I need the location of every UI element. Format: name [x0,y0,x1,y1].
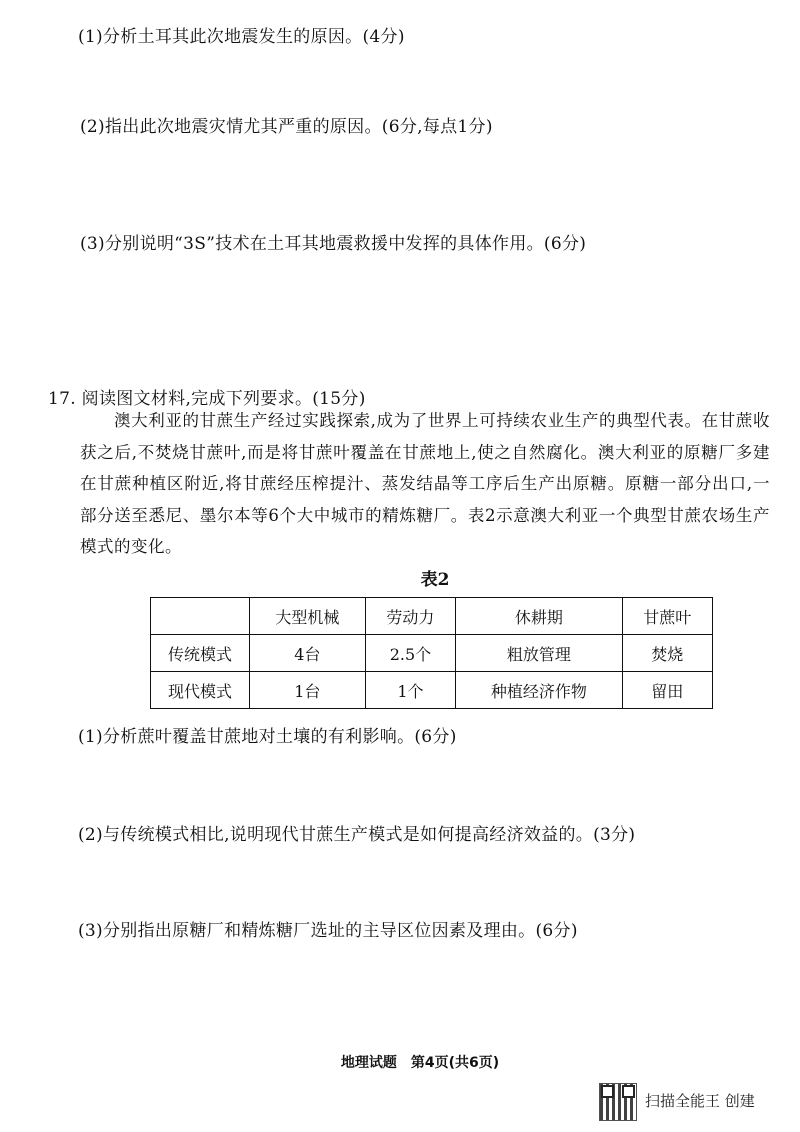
table-row [151,672,713,709]
table-cell: 4台 [250,635,366,672]
table-header-cell: 大型机械 [250,598,366,635]
table-header-cell: 甘蔗叶 [622,598,712,635]
page-footer: 地理试题 第4页(共6页) [340,1055,500,1071]
scanner-watermark: 扫描全能王 创建 [645,1092,755,1110]
question-17-material: 澳大利亚的甘蔗生产经过实践探索,成为了世界上可持续农业生产的典型代表。在甘蔗收获之后,不焚烧甘蔗叶,而是将甘蔗叶覆盖在甘蔗地上,使之自然腐化。澳大利亚的原糖厂多建在甘蔗种植区附近,将甘蔗经压榨提汁、蒸发结晶等工序后生产出原糖。原糖一部分出口,一部分送至悉尼、墨尔本等6个大中城市的精炼糖厂。表2示意澳大利亚一个典型甘蔗农场生产模式的变化。 [80,411,770,556]
question-17-heading: 17. 阅读图文材料,完成下列要求。(15分) [48,389,366,409]
table-header-cell: 休耕期 [456,598,622,635]
table-cell: 2.5个 [365,635,455,672]
table-header-cell [151,598,250,635]
qr-code-icon [599,1083,637,1121]
table-cell: 1台 [250,672,366,709]
table-header-cell: 劳动力 [365,598,455,635]
table-cell: 现代模式 [151,672,250,709]
table-cell: 焚烧 [622,635,712,672]
question-16-3: (3)分别说明“3S”技术在土耳其地震救援中发挥的具体作用。(6分) [80,234,587,254]
question-17-3: (3)分别指出原糖厂和精炼糖厂选址的主导区位因素及理由。(6分) [78,921,578,941]
farm-mode-table [150,597,713,709]
question-17-2: (2)与传统模式相比,说明现代甘蔗生产模式是如何提高经济效益的。(3分) [78,825,636,845]
table-cell: 留田 [622,672,712,709]
table-cell: 传统模式 [151,635,250,672]
table-cell: 1个 [365,672,455,709]
table-row [151,635,713,672]
question-17-1: (1)分析蔗叶覆盖甘蔗地对土壤的有利影响。(6分) [78,727,457,747]
table-cell: 粗放管理 [456,635,622,672]
table-cell: 种植经济作物 [456,672,622,709]
question-16-1: (1)分析土耳其此次地震发生的原因。(4分) [78,27,405,47]
question-16-2: (2)指出此次地震灾情尤其严重的原因。(6分,每点1分) [80,117,493,137]
table-header-row [151,598,713,635]
table-caption: 表2 [420,570,450,590]
